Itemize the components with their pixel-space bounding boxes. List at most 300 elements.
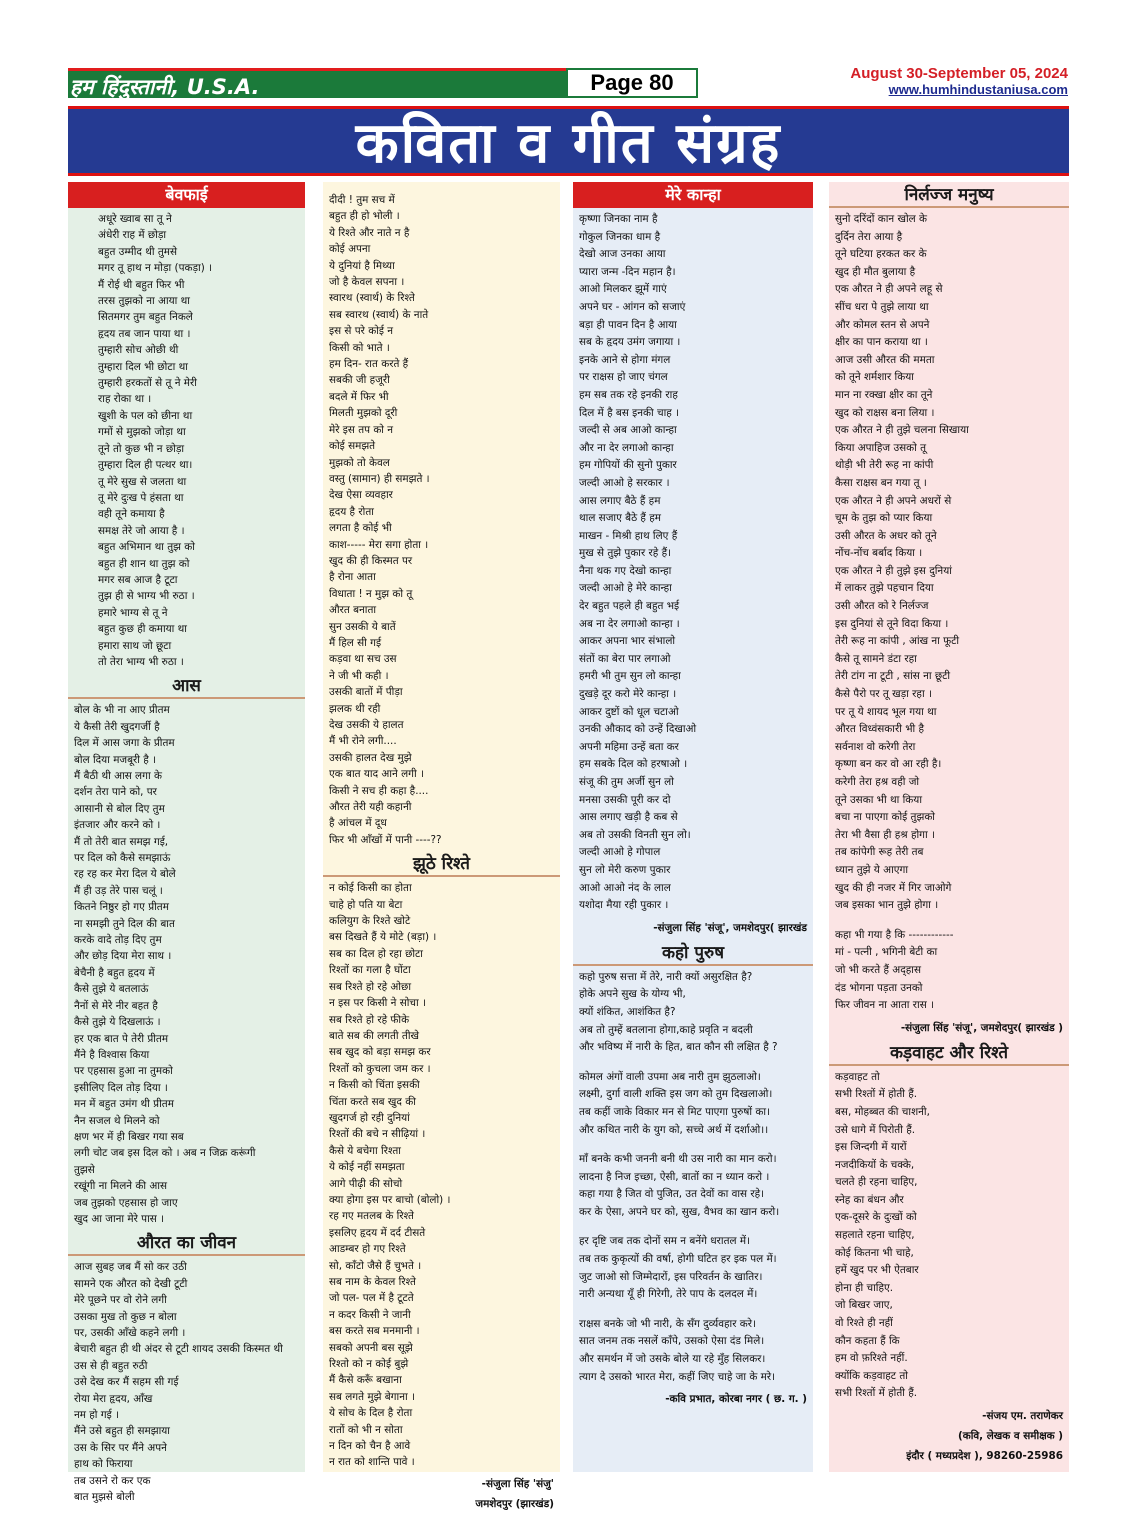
poem-line: कलियुग के रिश्ते खोटे: [329, 915, 411, 928]
poem-line: देर बहुत पहले ही बहुत भई: [579, 600, 680, 613]
poem-line: न रात को शान्ति पावे ।: [329, 1456, 415, 1469]
poem-line: गोकुल जिनका धाम है: [579, 230, 661, 243]
poem-jhoothe-rishte: [323, 877, 560, 1474]
poem-line: खुदगर्ज हो रही दुनियां: [329, 1111, 410, 1124]
poem-line: तू मेरे सुख से जलता था: [98, 475, 187, 488]
poem-line: नैना थक गए देखो कान्हा: [579, 564, 672, 577]
poem-title-aas: आस: [68, 673, 305, 699]
poem-line: सब रिश्ते हो रहे फीके: [329, 1013, 410, 1026]
poem-line: बेचैनी है बहुत हृदय में: [74, 966, 155, 979]
poem-line: वही तूने कमाया है: [98, 508, 165, 521]
poem-line: हम दिन- रात करते हैं: [329, 358, 409, 371]
poem-title-kadwahat-aur-rishte: कड़वाहट और रिश्ते: [829, 1040, 1069, 1066]
poem-aurat-ka-jeevan: [68, 1256, 305, 1508]
poem-line: हम गोपियों की सुनो पुकार: [579, 459, 677, 472]
poem-line: विधाता ! न मुझ को तू: [329, 587, 413, 600]
poem-line: नैनों से मेरे नीर बहत है: [74, 999, 158, 1012]
poem-line: सब स्वारथ (स्वार्थ) के नाते: [329, 308, 429, 321]
poem-line: पर दिल को कैसे समझाऊं: [74, 852, 171, 865]
poem-line: तुझसे: [74, 1163, 95, 1176]
poem-line: होना ही चाहिए.: [835, 1281, 894, 1294]
poem-line: न किसी को चिंता इसकी: [329, 1079, 420, 1092]
poem-line: न इस पर किसी ने सोचा ।: [329, 997, 426, 1010]
poem-line: कृष्णा जिनका नाम है: [579, 213, 658, 225]
poem-line: मेरे इस तप को न: [329, 423, 394, 436]
poem-line: नारी अन्यथा यूँ ही गिरेगी, तेरे पाप के दलदल में।: [579, 1288, 758, 1301]
poem-line: ये सोच के दिल है रोता: [329, 1407, 413, 1420]
poem-line: तुम्हारा दिल भी छोटा था: [98, 360, 188, 373]
poem-line: प्यारा जन्म -दिन महान है।: [579, 265, 676, 278]
poem-line: दुर्दिन तेरा आया है: [835, 230, 903, 243]
poem-line: बस करते सब मनमानी ।: [329, 1325, 420, 1338]
poem-line: खुद को राक्षस बना लिया ।: [835, 406, 935, 419]
poem-line: रिश्तो को न कोई बुझे: [329, 1358, 409, 1371]
poem-line: सब नाम के केवल रिश्ते: [329, 1276, 416, 1288]
poem-line: को तूने शर्मशार किया: [835, 371, 914, 384]
poem-line: आगे पीढ़ी की सोचो: [329, 1177, 403, 1190]
poem-line: इस जिन्दगी में यारों: [835, 1141, 907, 1154]
poem-line: उसका मुख तो कुछ न बोला: [74, 1310, 177, 1323]
poem-aurat-ka-jeevan-continued: [323, 182, 560, 851]
poem-line: एक-दूसरे के दुःखों को: [835, 1211, 917, 1224]
poem-line: इसीलिए दिल तोड़ दिया ।: [74, 1081, 168, 1094]
poem-line: आओ आओ नंद के लाल: [579, 881, 671, 894]
poem-line: और ना देर लगाओ कान्हा: [579, 441, 674, 454]
poem-line: तेरा भी वैसा ही हश्र होगा ।: [835, 828, 935, 841]
poem-line: सींच धरा पे तुझे लाया था: [835, 300, 929, 313]
poem-line: दिल में है बस इनकी चाह ।: [579, 406, 680, 419]
poem-line: वो रिश्ते ही नहीं: [835, 1317, 893, 1330]
poem-line: अब तो तुम्हें बतलाना होगा,काहे प्रवृति न बदली: [579, 1023, 753, 1036]
section-banner: [68, 106, 1069, 176]
website-link[interactable]: www.humhindustaniusa.com: [888, 82, 1068, 97]
poem-line: क्षण भर में ही बिखर गया सब: [74, 1130, 184, 1143]
poem-line: और समर्थन में जो उसके बोले या रहे मुँह सिलकर।: [579, 1353, 766, 1366]
poem-line: है आंचल में दूध: [329, 817, 387, 830]
poem-line: सभी रिश्तों में होती हैं.: [835, 1387, 918, 1400]
poem-line: चिंता करते सब खुद की: [329, 1095, 416, 1108]
poem-line: तब उसने रो कर एक: [74, 1474, 151, 1487]
poem-line: हम वो फ़रिश्ते नहीं.: [835, 1352, 908, 1365]
author-profession: (कवि, लेखक व समीक्षक ): [957, 1430, 1063, 1442]
poem-line: आकर दुष्टों को धूल चटाओ: [579, 705, 679, 718]
poem-line: जल्दी से अब आओ कान्हा: [579, 424, 677, 437]
poem-line: बोल के भी ना आए प्रीतम: [74, 704, 170, 717]
poem-line: ना समझी तुने दिल की बात: [74, 917, 175, 930]
poem-line: जल्दी आओ हे सरकार ।: [579, 476, 670, 489]
poem-line: रखूंगी ना मिलने की आस: [74, 1180, 167, 1193]
poem-line: कौन कहता हैं कि: [835, 1334, 900, 1347]
poem-line: उसकी बातों में पीड़ा: [329, 686, 403, 699]
poem-line: तुम्हारी सोच ओछी थी: [98, 344, 179, 357]
poem-line: पर राक्षस हो जाए चंगल: [579, 371, 668, 384]
poem-line: मगर सब आज है टूटा: [98, 573, 178, 586]
poem-line: इंतजार और करने को ।: [74, 819, 161, 832]
poem-line: मेरे पूछने पर वो रोने लगी: [74, 1294, 167, 1307]
poem-line: देख उसकी ये हालत: [329, 719, 404, 731]
poem-line: कहा भी गया है कि ------------: [835, 928, 954, 941]
author-credit: -संजुला सिंह 'संजू', जमशेदपुर( झारखंड ): [900, 1021, 1063, 1034]
poem-nirlajj-manushya: [829, 208, 1069, 1018]
poem-bewafai: [68, 208, 305, 673]
poem-line: बस, मोहब्बत की चाशनी,: [835, 1105, 930, 1118]
poem-line: [835, 915, 1063, 927]
poem-line: जो पल- पल में है टूटते: [329, 1292, 414, 1305]
poem-line: हमें खुद पर भी ऐतबार: [835, 1264, 919, 1277]
poem-line: मुख से तुझे पुकार रहे हैं।: [579, 547, 672, 560]
poem-line: नोंच-नोंच बर्बाद किया ।: [835, 547, 923, 560]
poem-line: [579, 1139, 807, 1151]
author-credit: -संजय एम. तराणेकर: [982, 1410, 1063, 1422]
poem-line: सबको अपनी बस सूझे: [329, 1341, 413, 1354]
poem-line: दिल में आस जगा के प्रीतम: [74, 737, 175, 750]
poem-line: हृदय है रोता: [329, 505, 374, 518]
column-2: [323, 182, 560, 1510]
page-header: [68, 65, 1068, 102]
poem-line: चलते ही रहना चाहिए,: [835, 1176, 918, 1189]
poem-line: मैंने उसे बहुत ही समझाया: [74, 1425, 170, 1438]
poem-line: सितमगर तुम बहुत निकले: [98, 311, 193, 324]
poem-line: खुशी के पल को छीना था: [98, 409, 193, 422]
poem-line: रह रह कर मेरा दिल ये बोले: [74, 868, 176, 881]
poem-line: कैसे ये बचेगा रिश्ता: [329, 1144, 401, 1157]
poem-line: और कोमल स्तन से अपने: [835, 318, 930, 331]
poem-line: कैसे तुझे ये बतलाऊं: [74, 983, 149, 996]
poem-line: सब खुद को बड़ा समझ कर: [329, 1046, 431, 1059]
poem-line: उस से ही बहुत रुठी: [74, 1359, 148, 1372]
poem-line: आओ मिलकर झूमें गाएं: [579, 283, 667, 296]
poem-line: सुन लो मेरी करुण पुकार: [579, 863, 671, 876]
poem-line: हम सब तक रहे इनकी राह: [579, 388, 678, 401]
poem-line: उसी औरत के अधर को तूने: [835, 529, 937, 542]
poem-line: सब का दिल हो रहा छोटा: [329, 947, 423, 960]
poem-line: आस लगाए बैठे हैं हम: [579, 494, 661, 507]
poem-line: जब तुझको एहसास हो जाए: [74, 1196, 178, 1209]
column-3: [573, 182, 813, 1472]
poem-line: करके वादे तोड़ दिए तुम: [74, 934, 162, 947]
poem-line: कर के ऐसा, अपने घर को, सुख, वैभव का खान करो।: [579, 1205, 780, 1218]
poem-line: रोया मेरा हृदय, आँख: [74, 1392, 153, 1405]
poem-line: जो बिखर जाए,: [835, 1299, 893, 1312]
poem-line: बहुत अभिमान था तुझ को: [98, 541, 195, 554]
poem-kadwahat-aur-rishte: [829, 1066, 1069, 1406]
poem-line: औरत विध्वंसकारी भी है: [835, 723, 925, 736]
poem-line: कैसे तुझे ये दिखलाऊं ।: [74, 1016, 161, 1029]
poem-line: रिश्तों को कुचला जम कर ।: [329, 1062, 431, 1075]
poem-mere-kanha: [573, 208, 813, 918]
poem-line: फिर जीवन ना आता रास ।: [835, 999, 935, 1012]
poem-line: उसी औरत को रे निर्लज्ज: [835, 600, 929, 613]
poem-line: हाथ को फिराया: [74, 1458, 133, 1471]
poem-aas: [68, 699, 305, 1230]
poem-line: कितने निष्ठुर हो गए प्रीतम: [74, 901, 169, 914]
poem-line: आसानी से बोल दिए तुम: [74, 802, 165, 815]
poem-line: मैं हिल सी गई: [329, 636, 382, 649]
poem-line: उनकी औकाद को उन्हें दिखाओ: [579, 723, 697, 736]
poem-line: ध्यान तुझे ये आएगा: [835, 863, 909, 876]
poem-line: देख ऐसा व्यवहार: [329, 489, 393, 502]
poem-line: मैं बैठी थी आस लगा के: [74, 770, 162, 782]
poem-line: कोई समझते: [329, 440, 376, 453]
poem-line: आकर अपना भार संभालो: [579, 635, 676, 648]
poem-line: हमारा साथ जो छूटा: [98, 639, 172, 652]
poem-line: ये कैसी तेरी खुदगर्जी है: [74, 720, 160, 733]
author-credit: -कवि प्रभात, कोरबा नगर ( छ. ग. ): [665, 1393, 807, 1406]
poem-line: उसे धागे में पिरोती हैं.: [835, 1123, 916, 1136]
poem-line: आस लगाए खड़ी है कब से: [579, 811, 678, 824]
poem-line: मां - पत्नी , भगिनी बेटी का: [835, 946, 938, 959]
poem-line: बदले में फिर भी: [329, 390, 389, 403]
poem-line: माँ बनके कभी जननी बनी थी उस नारी का मान करो।: [579, 1153, 777, 1166]
poem-line: वस्तु (सामान) ही समझते ।: [329, 472, 430, 485]
poem-line: झलक थी रही: [329, 702, 381, 715]
poem-line: करेगी तेरा हश्र वही जो: [835, 776, 920, 788]
poem-line: मैं तो तेरी बात समझ गई,: [74, 835, 169, 848]
poem-line: हृदय तब जान पाया था ।: [98, 327, 191, 340]
poem-line: कड़वा था सच उस: [329, 653, 397, 666]
poem-line: न कदर किसी ने जानी: [329, 1308, 411, 1321]
poem-line: मन में बहुत उमंग थी प्रीतम: [74, 1098, 174, 1111]
poem-line: पर, उसकी आँखे कहने लगी ।: [74, 1327, 186, 1339]
poem-line: चूम के तुझ को प्यार किया: [835, 512, 933, 525]
poem-line: जो है केवल सपना ।: [329, 276, 405, 289]
poem-line: त्याग दे उसको भारत मेरा, कहीं जिए चाहे जा के मरे।: [579, 1370, 776, 1383]
poem-line: ये कोई नहीं समझता: [329, 1161, 405, 1174]
poem-line: संतों का बेरा पार लगाओ: [579, 652, 671, 665]
poem-line: बहुत ही शान था तुझ को: [98, 557, 190, 570]
poem-line: रातों को भी न सोता: [329, 1423, 403, 1436]
poem-line: हम सबके दिल को हरषाओ ।: [579, 758, 688, 771]
poem-line: कड़वाहट तो: [835, 1070, 880, 1083]
poem-line: खुद ही मौत बुलाया है: [835, 265, 916, 278]
poem-line: खुद की ही किस्मत पर: [329, 554, 413, 567]
poem-line: किया अपाहिज उसको तू: [835, 441, 927, 454]
issue-date: August 30-September 05, 2024: [850, 65, 1068, 82]
poem-line: यशोदा मैया रही पुकार ।: [579, 899, 669, 912]
column-1: [68, 182, 305, 1504]
poem-line: मैं भी रोने लगी....: [329, 735, 397, 748]
poem-line: तब तक कुकृत्यों की वर्षा, होगी घटित हर इक पल में।: [579, 1253, 777, 1266]
poem-line: सर्वनाश वो करेगी तेरा: [835, 740, 916, 753]
poem-line: बहुत कुछ ही कमाया था: [98, 623, 187, 636]
poem-line: आज उसी औरत की ममता: [835, 353, 935, 366]
poem-line: [579, 1057, 807, 1069]
author-credit: -संजुला सिंह 'संजु': [481, 1477, 554, 1490]
poem-line: मनसा उसकी पूरी कर दो: [579, 793, 671, 806]
poem-line: न कोई किसी का होता: [329, 882, 412, 895]
poem-line: लगता है कोई भी: [329, 522, 392, 535]
poem-line: औरत बनाता: [329, 604, 377, 617]
poem-line: लगी चोट जब इस दिल को । अब न जिक्र करूंगी: [74, 1147, 256, 1160]
poem-line: और भविष्य में नारी के हित, बात कौन सी लक्षित है ?: [579, 1041, 778, 1054]
poem-line: एक बात याद आने लगी ।: [329, 768, 424, 781]
poem-line: तुझ ही से भाग्य भी रुठा ।: [98, 590, 195, 603]
poem-line: क्योंकि कड़वाहट तो: [835, 1369, 908, 1382]
poem-line: खुद आ जाना मेरे पास ।: [74, 1212, 165, 1225]
poem-line: गमों से मुझको जोड़ा था: [98, 426, 186, 439]
poem-line: लक्ष्मी, दुर्गा वाली शक्ति इस जग को तुम दिखलाओ।: [579, 1088, 773, 1101]
poem-line: और छोड़ दिया मेरा साथ ।: [74, 950, 172, 963]
poem-line: तब कहीं जाके विकार मन से मिट पाएगा पुरुषों का।: [579, 1105, 770, 1118]
poem-line: मगर तू हाथ न मोड़ा (पकड़ा) ।: [98, 262, 212, 275]
poem-line: दर्शन तेरा पाने को, पर: [74, 786, 157, 799]
poem-line: तूने तो कुछ भी न छोड़ा: [98, 442, 185, 455]
poem-title-aurat-ka-jeevan: औरत का जीवन: [68, 1230, 305, 1256]
poem-line: जल्दी आओ हे गोपाल: [579, 846, 661, 859]
poem-line: अंधेरी राह में छोड़ा: [98, 229, 167, 242]
poem-line: में लाकर तुझे पहचान दिया: [835, 582, 934, 595]
poem-line: रिश्तों की बचे न सीढ़ियां ।: [329, 1128, 426, 1141]
poem-line: बेचारी बहुत ही थी अंदर से टूटी शायद उसकी किस्मत थी: [74, 1343, 283, 1356]
poem-line: हमारे भाग्य से तू ने: [98, 606, 168, 619]
poem-line: ने जी भी कही ।: [329, 669, 389, 682]
poem-line: तूने उसका भी था किया: [835, 793, 923, 806]
poem-line: बस दिखते हैं ये मोटे (बड़ा) ।: [329, 931, 437, 944]
poem-line: जो भी करते हैं अद्हास: [835, 963, 921, 976]
poem-line: एक औरत ने ही तुझे इस दुनियां: [835, 564, 952, 577]
poem-line: देखो आज उनका आया: [579, 248, 666, 261]
poem-line: क्या होगा इस पर बाचो (बोलो) ।: [329, 1193, 451, 1206]
poem-line: माखन - मिश्री हाथ लिए हैं: [579, 529, 678, 542]
author-location: जमशेदपुर (झारखंड): [475, 1497, 554, 1510]
poem-line: [579, 1304, 807, 1316]
poem-line: रिश्तों का गला है घोंटा: [329, 964, 411, 977]
poem-line: अब तो उसकी विनती सुन लो।: [579, 828, 691, 841]
poem-line: जुट जाओ सो जिम्मेदारों, इस परिवर्तन के खातिर।: [579, 1270, 763, 1283]
poem-line: कोमल अंगों वाली उपमा अब नारी तुम झुठलाओ।: [579, 1070, 761, 1083]
poem-line: फिर भी आँखों में पानी ----??: [329, 833, 442, 846]
poem-line: पर एहसास हुआ ना तुमको: [74, 1065, 173, 1078]
poem-line: तेरी टांग ना टूटी , सांस ना छूटी: [835, 670, 951, 683]
poem-line: सुनो दरिंदों कान खोल के: [835, 213, 928, 225]
poem-line: नैन सजल थे मिलने को: [74, 1114, 160, 1127]
poem-kaho-purush: [573, 966, 813, 1389]
column-4: [829, 182, 1069, 1472]
poem-line: नम हो गई ।: [74, 1409, 119, 1422]
poem-title-kaho-purush: कहो पुरुष: [573, 940, 813, 966]
poem-title-bewafai: बेवफाई: [68, 182, 305, 208]
poem-line: कृष्णा बन कर वो आ रही है।: [835, 758, 942, 771]
poem-line: तरस तुझको ना आया था: [98, 295, 190, 308]
poem-line: संजू की तुम अर्जी सुन लो: [579, 776, 674, 788]
poem-line: कहो पुरुष सत्ता में तेरे, नारी क्यों असुरक्षित है?: [579, 970, 753, 983]
poem-line: कैसा राक्षस बन गया तू ।: [835, 476, 927, 489]
poem-line: मुझको तो केवल: [329, 456, 390, 469]
poem-line: थोड़ी भी तेरी रूह ना कांपी: [835, 459, 934, 472]
poem-line: बहुत ही हो भोली ।: [329, 210, 400, 223]
masthead-title: हम हिंदुस्तानी, U.S.A.: [70, 75, 260, 99]
poem-line: है रोना आता: [329, 571, 376, 584]
author-location: इंदौर ( मध्यप्रदेश ), 98260-25986: [906, 1450, 1063, 1462]
poem-line: हर दृष्टि जब तक दोनों सम न बनेंगे धरातल में।: [579, 1235, 750, 1248]
poem-title-nirlajj-manushya: निर्लज्ज मनुष्य: [829, 182, 1069, 208]
poem-line: ये दुनियां है मिथ्या: [329, 259, 395, 272]
poem-line: उसकी हालत देख मुझे: [329, 751, 412, 764]
poem-line: अधूरे ख्वाब सा तू ने: [98, 213, 172, 225]
poem-line: क्यों शंकित, आशंकित है?: [579, 1005, 676, 1018]
poem-line: तूने घटिया हरकत कर के: [835, 248, 927, 261]
page-number-badge: Page 80: [566, 68, 698, 98]
poem-line: उस के सिर पर मैंने अपने: [74, 1441, 167, 1454]
poem-line: इनके आने से होगा मंगल: [579, 353, 671, 366]
poem-line: मैं ही उड़ तेरे पास चलूं ।: [74, 884, 163, 897]
poem-line: बहुत उम्मीद थी तुमसे: [98, 245, 177, 258]
poem-line: इस से परे कोई न: [329, 325, 394, 338]
poem-line: सुन उसकी ये बातें: [329, 620, 396, 633]
poem-line: अब ना देर लगाओ कान्हा ।: [579, 617, 680, 630]
poem-line: सबकी जी हजूरी: [329, 374, 390, 387]
poem-line: कोई कितना भी चाहे,: [835, 1246, 914, 1259]
poem-line: बात मुझसे बोली: [74, 1491, 135, 1504]
poem-line: चाहे हो पति या बेटा: [329, 898, 403, 911]
poem-line: कोई अपना: [329, 243, 371, 256]
poem-line: बोल दिया मजबूरी है ।: [74, 753, 157, 766]
banner-title: कविता व गीत संग्रह: [355, 111, 782, 176]
poem-line: अपने घर - आंगन को सजाएं: [579, 300, 686, 313]
poem-line: न दिन को चैन है आवे: [329, 1440, 411, 1453]
poem-line: कैसे तू सामने डंटा रहा: [835, 652, 917, 665]
poem-line: तुम्हारा दिल ही पत्थर था।: [98, 459, 193, 472]
poem-line: मैं कैसे करूँ बखाना: [329, 1374, 402, 1387]
poem-line: हर एक बात पे तेरी प्रीतम: [74, 1032, 169, 1045]
poem-line: सामने एक औरत को देखी टूटी: [74, 1277, 188, 1290]
poem-line: हमरी भी तुम सुन लो कान्हा: [579, 670, 681, 683]
poem-line: सहलाते रहना चाहिए,: [835, 1229, 915, 1242]
poem-line: तू मेरे दुःख पे हंसता था: [98, 491, 184, 504]
poem-line: एक औरत ने ही अपने लहू से: [835, 283, 943, 296]
poem-line: जब इसका भान तुझे होगा ।: [835, 899, 939, 912]
poem-line: कहा गया है जित वो पुजित, उत देवों का वास रहे।: [579, 1188, 765, 1201]
poem-line: तेरी रूह ना कांपी , आंख ना फूटी: [835, 635, 960, 648]
poem-line: जल्दी आओ हे मेरे कान्हा: [579, 582, 672, 595]
poem-line: ये रिश्ते और नाते न है: [329, 226, 410, 239]
poem-line: सब लगते मुझे बेगाना ।: [329, 1390, 415, 1403]
author-credit: -संजुला सिंह 'संजू', जमशेदपुर( झारखंड: [653, 921, 807, 934]
poem-line: तो तेरा भाग्य भी रुठा ।: [98, 655, 184, 668]
poem-line: स्वारथ (स्वार्थ) के रिश्ते: [329, 292, 415, 305]
poem-line: दीदी ! तुम सच में: [329, 194, 395, 206]
poem-line: पर तू ये शायद भूल गया था: [835, 705, 937, 718]
poem-line: क्षीर का पान कराया था ।: [835, 336, 928, 349]
poem-line: होके अपने सुख के योग्य भी,: [579, 988, 686, 1001]
poem-line: आडम्बर हो गए रिश्ते: [329, 1243, 406, 1256]
poem-line: लादना है निज इच्छा, ऐसी, बातों का न ध्यान करो ।: [579, 1170, 770, 1183]
poem-line: अपनी महिमा उन्हें बता कर: [579, 740, 679, 753]
poem-line: इसलिए हृदय में दर्द टीसते: [329, 1226, 426, 1239]
poem-line: नजदीकियों के चक्के,: [835, 1158, 915, 1171]
poem-line: समक्ष तेरे जो आया है ।: [98, 524, 185, 537]
poem-line: बचा ना पाएगा कोई तुझको: [835, 811, 935, 824]
poem-line: सभी रिश्तों में होती हैं.: [835, 1088, 918, 1101]
poem-line: सात जनम तक नसलें काँपे, उसको ऐसा दंड मिले।: [579, 1335, 765, 1348]
poem-line: सब के हृदय उमंग जगाया ।: [579, 336, 681, 349]
poem-line: किसी को भाते ।: [329, 341, 390, 354]
poem-line: मिलती मुझको दूरी: [329, 407, 398, 420]
poem-line: किसी ने सच ही कहा है....: [329, 784, 429, 797]
poem-line: रह गए मतलब के रिश्ते: [329, 1210, 414, 1223]
poem-line: स्नेह का बंधन और: [835, 1193, 904, 1206]
poem-line: इस दुनियां से तूने विदा किया ।: [835, 617, 949, 630]
poem-line: आज सुबह जब मैं सो कर उठी: [74, 1261, 187, 1274]
poem-line: राह रोका था ।: [98, 393, 152, 406]
poem-line: दंड भोगना पड़ता उनको: [835, 981, 923, 994]
poem-title-jhoothe-rishte: झूठे रिश्ते: [323, 851, 560, 877]
poem-line: बाते सब की लगती तीखे: [329, 1029, 420, 1042]
poem-line: एक औरत ने ही अपने अधरों से: [835, 494, 952, 507]
poem-line: मैंने है विश्वास किया: [74, 1048, 150, 1061]
poem-line: तब कांपेगी रूह तेरी तब: [835, 846, 924, 859]
poem-line: सो, काँटो जैसे हैं चुभते ।: [329, 1259, 422, 1272]
